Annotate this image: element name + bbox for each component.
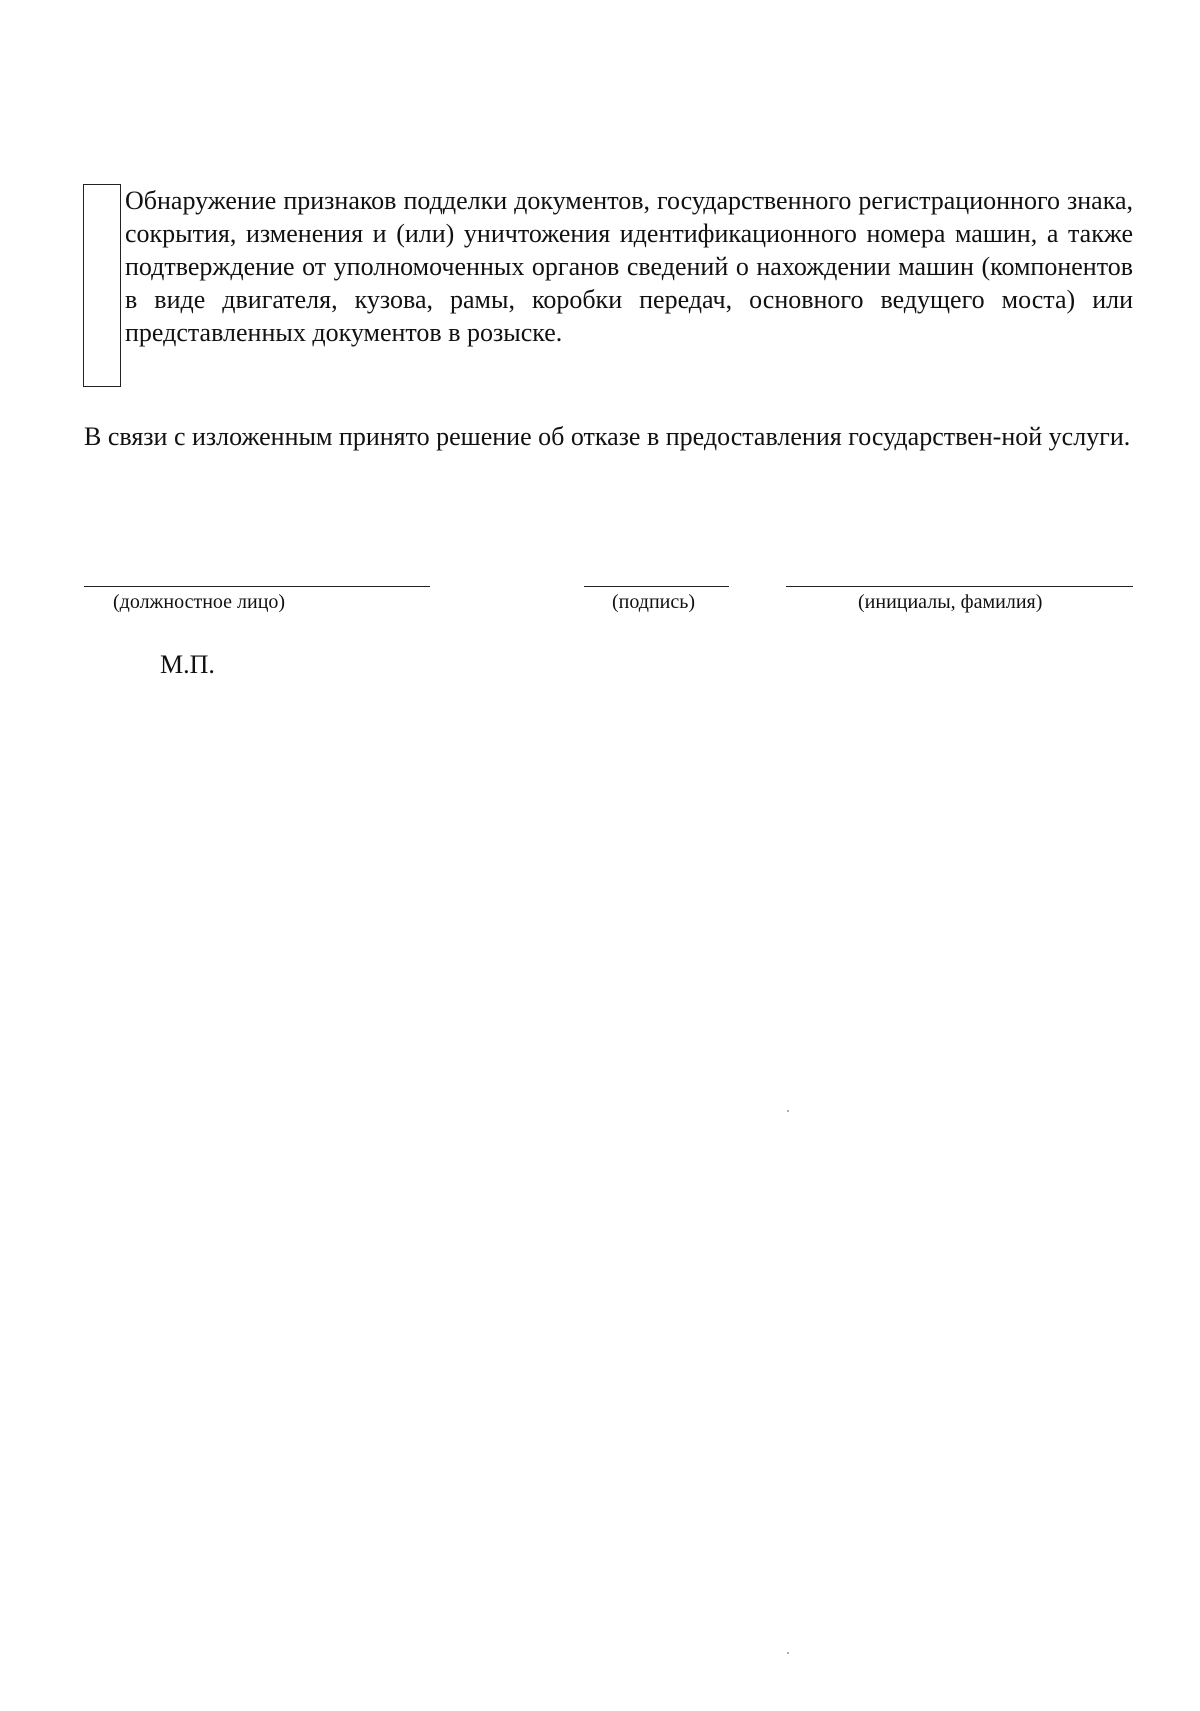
name-signature-line [786,586,1133,587]
reason-checkbox[interactable] [83,184,121,387]
name-caption: (инициалы, фамилия) [858,591,1043,613]
signature-line [584,586,729,587]
official-caption: (должностное лицо) [113,591,286,613]
official-signature-line [84,586,430,587]
signature-caption: (подпись) [612,591,696,613]
seal-label: М.П. [160,650,215,679]
conclusion-paragraph: В связи с изложенным принято решение об отказе в предоставления государствен-ной услуги. [84,422,1131,451]
scan-speck [787,1110,789,1112]
reason-paragraph: Обнаружение признаков подделки документов, государственного регистрационного знака, сокрытия, изменения и (или) уничтожения идентификационного номера машин, а также подтверждение от уполномоченных органов сведений о нахождении машин (компонентов в виде двигателя, кузова, рамы, коробки передач, основного ведущего моста) или представленных документов в розыске. [125,186,1133,347]
scan-speck [787,1652,789,1654]
